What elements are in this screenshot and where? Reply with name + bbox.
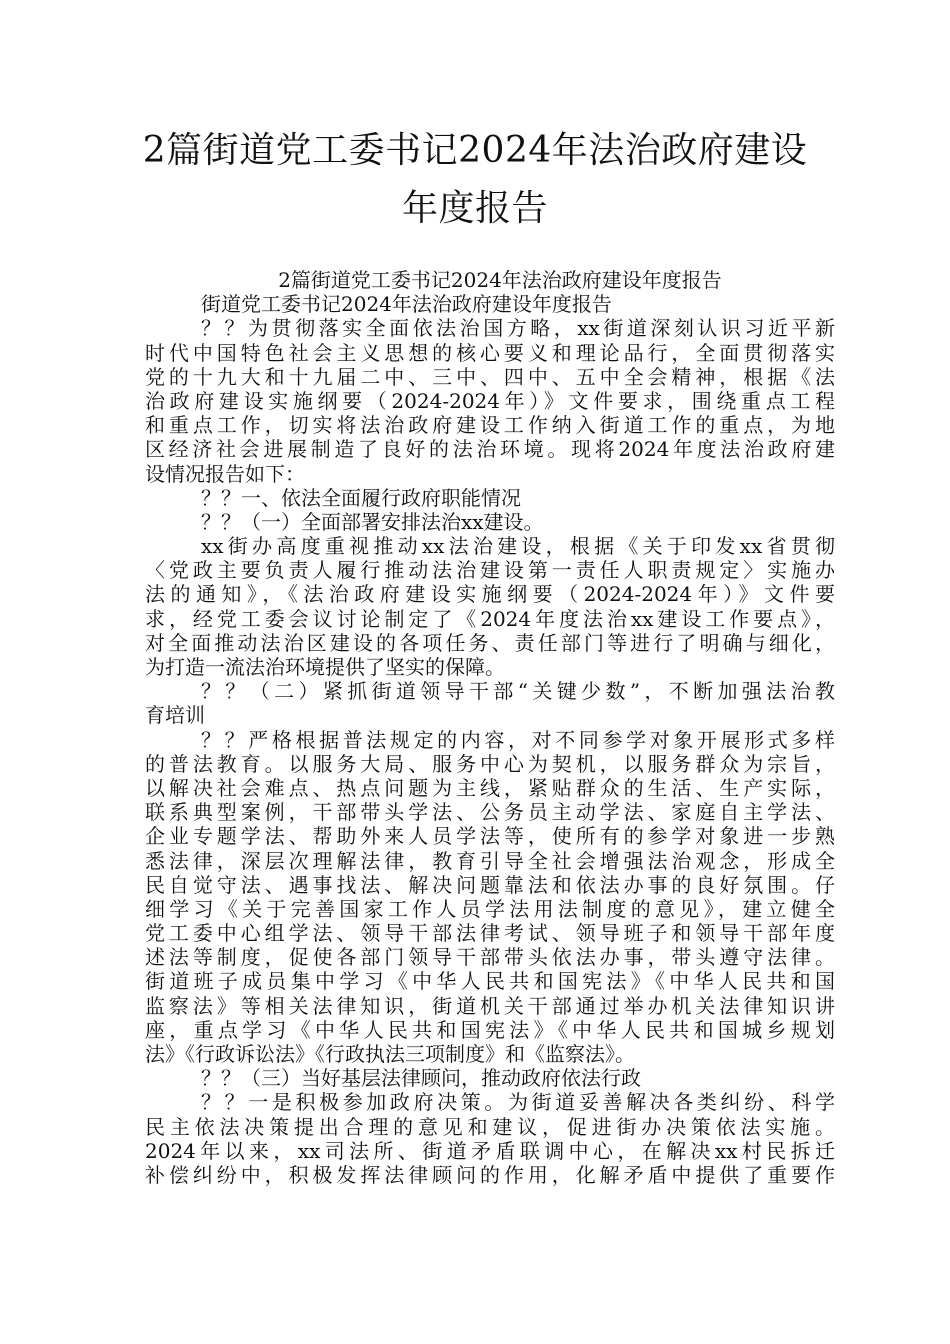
- paragraph-line: 治政府建设实施纲要（2024-2024年）》文件要求，围绕重点工程: [145, 388, 835, 413]
- paragraph-line: 党的十九大和十九届二中、三中、四中、五中全会精神，根据《法: [145, 364, 835, 389]
- section-heading: ？？（一）全面部署安排法治xx建设。: [201, 509, 544, 534]
- paragraph-line: 时代中国特色社会主义思想的核心要义和理论品行，全面贯彻落实: [145, 340, 835, 365]
- paragraph-line: 对全面推动法治区建设的各项任务、责任部门等进行了明确与细化，: [145, 630, 835, 655]
- paragraph-line: ？？为贯彻落实全面依法治国方略，xx街道深刻认识习近平新: [201, 316, 835, 341]
- paragraph-line: 求，经党工委会议讨论制定了《2024年度法治xx建设工作要点》，: [145, 606, 835, 631]
- section-heading: ？？（二）紧抓街道领导干部“关键少数”，不断加强法治教: [201, 679, 835, 704]
- document-body: [145, 268, 835, 1187]
- paragraph-line: 2024年以来，xx司法所、街道矛盾联调中心，在解决xx村民拆迁: [145, 1138, 835, 1163]
- paragraph-line: 和重点工作，切实将法治政府建设工作纳入街道工作的重点，为地: [145, 413, 835, 438]
- paragraph-line: 设情况报告如下：: [145, 461, 305, 486]
- paragraph-line: ？？一是积极参加政府决策。为街道妥善解决各类纠纷、科学: [201, 1090, 835, 1115]
- title-line-1: 2篇街道党工委书记2024年法治政府建设: [142, 130, 808, 171]
- paragraph-line: 企业专题学法、帮助外来人员学法等，使所有的参学对象进一步熟: [145, 824, 835, 849]
- paragraph-line: 悉法律，深层次理解法律，教育引导全社会增强法治观念，形成全: [145, 848, 835, 873]
- paragraph-line: 〈党政主要负责人履行推动法治建设第一责任人职责规定〉实施办: [145, 558, 835, 583]
- paragraph-line: xx街办高度重视推动xx法治建设，根据《关于印发xx省贯彻: [201, 534, 835, 559]
- paragraph-line: 法的通知》，《法治政府建设实施纲要（2024-2024年）》文件要: [145, 582, 835, 607]
- section-heading: ？？一、依法全面履行政府职能情况: [201, 485, 521, 510]
- paragraph-line: 党工委中心组学法、领导干部法律考试、领导班子和领导干部年度: [145, 921, 835, 946]
- paragraph-line: 细学习《关于完善国家工作人员学法用法制度的意见》，建立健全: [145, 896, 835, 921]
- paragraph-line: 联系典型案例，干部带头学法、公务员主动学法、家庭自主学法、: [145, 800, 835, 825]
- paragraph-line: 为打造一流法治环境提供了坚实的保障。: [145, 655, 505, 679]
- paragraph-line: 街道班子成员集中学习《中华人民共和国宪法》《中华人民共和国: [145, 969, 835, 994]
- paragraph-line: 法》《行政诉讼法》《行政执法三项制度》和《监察法》。: [145, 1042, 635, 1066]
- title-line-2: 年度报告: [401, 188, 548, 229]
- paragraph-line: 民自觉守法、遇事找法、解决问题靠法和依法办事的良好氛围。仔: [145, 872, 835, 897]
- paragraph-line: 补偿纠纷中，积极发挥法律顾问的作用，化解矛盾中提供了重要作: [145, 1162, 835, 1187]
- subheading-line: 街道党工委书记2024年法治政府建设年度报告: [201, 292, 612, 317]
- section-heading: ？？（三）当好基层法律顾问，推动政府依法行政: [201, 1066, 641, 1091]
- paragraph-line: 的普法教育。以服务大局、服务中心为契机，以服务群众为宗旨，: [145, 751, 835, 776]
- paragraph-line: 民主依法决策提出合理的意见和建议，促进街办决策依法实施。: [145, 1114, 835, 1139]
- paragraph-line: 区经济社会进展制造了良好的法治环境。现将2024年度法治政府建: [145, 437, 835, 462]
- paragraph-line: ？？严格根据普法规定的内容，对不同参学对象开展形式多样: [201, 727, 835, 752]
- subtitle-line: 2篇街道党工委书记2024年法治政府建设年度报告: [278, 268, 722, 292]
- paragraph-line: 座，重点学习《中华人民共和国宪法》《中华人民共和国城乡规划: [145, 1017, 835, 1042]
- document-title: [110, 122, 840, 238]
- paragraph-line: 述法等制度，促使各部门领导干部带头依法办事，带头遵守法律。: [145, 945, 835, 970]
- paragraph-line: 以解决社会难点、热点问题为主线，紧贴群众的生活、生产实际，: [145, 775, 835, 800]
- paragraph-line: 监察法》等相关法律知识，街道机关干部通过举办机关法律知识讲: [145, 993, 835, 1018]
- section-heading: 育培训: [145, 703, 205, 728]
